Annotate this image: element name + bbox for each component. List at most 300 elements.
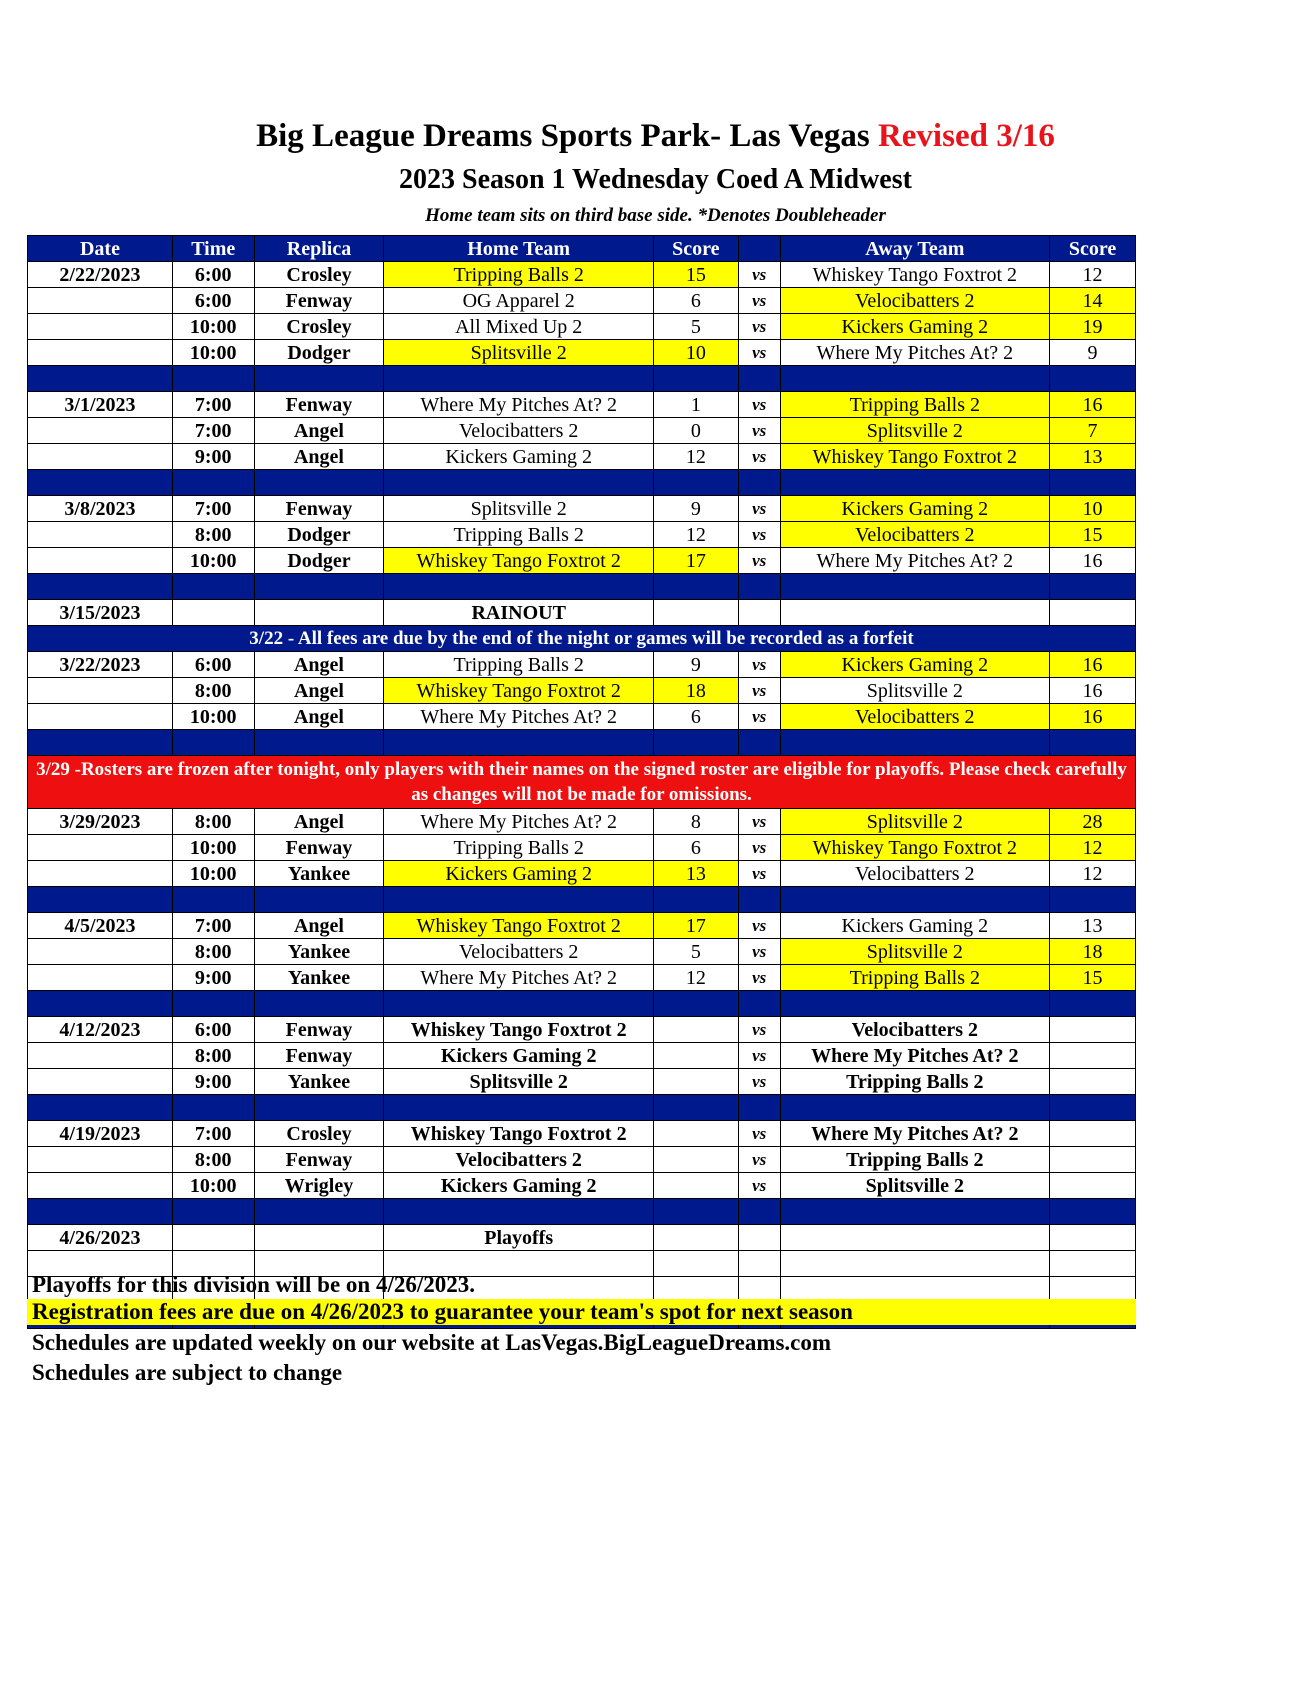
away-team: Where My Pitches At? 2: [780, 340, 1049, 366]
column-header: Score: [653, 236, 738, 262]
fees-announcement: 3/22 - All fees are due by the end of the night or games will be recorded as a forfeit: [28, 626, 1136, 652]
game-date: [28, 704, 173, 730]
vs-label: vs: [738, 496, 780, 522]
home-team: Velocibatters 2: [384, 939, 653, 965]
separator-cell: [28, 470, 173, 496]
separator-cell: [653, 730, 738, 756]
away-team: Splitsville 2: [780, 809, 1049, 835]
away-team: Splitsville 2: [780, 418, 1049, 444]
away-score: [1050, 1147, 1136, 1173]
separator-cell: [738, 887, 780, 913]
field-name: Fenway: [254, 835, 384, 861]
game-time: 7:00: [172, 418, 254, 444]
separator-cell: [780, 470, 1049, 496]
separator-cell: [653, 574, 738, 600]
game-date: [28, 288, 173, 314]
home-score: 13: [653, 861, 738, 887]
game-date: 3/1/2023: [28, 392, 173, 418]
away-team: Tripping Balls 2: [780, 1069, 1049, 1095]
field-name: Fenway: [254, 1147, 384, 1173]
away-team: Tripping Balls 2: [780, 1147, 1049, 1173]
field-name: Yankee: [254, 861, 384, 887]
separator-cell: [653, 366, 738, 392]
vs-label: [738, 1225, 780, 1251]
field-name: Fenway: [254, 392, 384, 418]
separator-cell: [653, 1199, 738, 1225]
home-score: [653, 1121, 738, 1147]
game-time: 10:00: [172, 548, 254, 574]
home-team: Whiskey Tango Foxtrot 2: [384, 678, 653, 704]
schedule-table: [27, 235, 1136, 1329]
field-name: Crosley: [254, 262, 384, 288]
separator-cell: [384, 1199, 653, 1225]
field-name: [254, 600, 384, 626]
separator-cell: [1050, 1095, 1136, 1121]
away-score: [1050, 1173, 1136, 1199]
game-row: [28, 418, 1136, 444]
away-score: [1050, 1017, 1136, 1043]
away-score: 16: [1050, 704, 1136, 730]
field-name: Dodger: [254, 340, 384, 366]
week-separator-row: [28, 574, 1136, 600]
field-name: Fenway: [254, 1017, 384, 1043]
away-score: [1050, 1251, 1136, 1277]
separator-cell: [738, 1199, 780, 1225]
separator-cell: [738, 1095, 780, 1121]
separator-cell: [28, 1095, 173, 1121]
game-time: 7:00: [172, 1121, 254, 1147]
field-name: Angel: [254, 809, 384, 835]
game-row: [28, 548, 1136, 574]
separator-cell: [254, 574, 384, 600]
week-separator-row: [28, 470, 1136, 496]
vs-label: [738, 1251, 780, 1277]
separator-cell: [28, 366, 173, 392]
home-score: [653, 1017, 738, 1043]
vs-label: vs: [738, 861, 780, 887]
game-time: 8:00: [172, 1043, 254, 1069]
game-row: [28, 288, 1136, 314]
home-score: 15: [653, 262, 738, 288]
home-team: Where My Pitches At? 2: [384, 704, 653, 730]
separator-cell: [172, 366, 254, 392]
game-date: 3/15/2023: [28, 600, 173, 626]
separator-cell: [172, 574, 254, 600]
game-date: [28, 861, 173, 887]
field-name: Angel: [254, 418, 384, 444]
game-time: 8:00: [172, 522, 254, 548]
away-team: Where My Pitches At? 2: [780, 1121, 1049, 1147]
game-date: [28, 522, 173, 548]
separator-cell: [780, 887, 1049, 913]
away-score: [1050, 1121, 1136, 1147]
home-team: Whiskey Tango Foxtrot 2: [384, 548, 653, 574]
home-score: [653, 1069, 738, 1095]
separator-cell: [1050, 887, 1136, 913]
separator-cell: [780, 991, 1049, 1017]
vs-label: vs: [738, 1173, 780, 1199]
away-team: Splitsville 2: [780, 678, 1049, 704]
week-separator-row: [28, 730, 1136, 756]
field-name: Angel: [254, 704, 384, 730]
away-score: [1050, 1043, 1136, 1069]
home-score: 12: [653, 444, 738, 470]
home-score: 12: [653, 522, 738, 548]
separator-cell: [384, 1095, 653, 1121]
separator-cell: [28, 730, 173, 756]
game-date: [28, 548, 173, 574]
vs-label: vs: [738, 418, 780, 444]
revised-label: Revised 3/16: [877, 118, 1055, 154]
game-row: [28, 1017, 1136, 1043]
away-score: [1050, 1225, 1136, 1251]
game-time: 9:00: [172, 444, 254, 470]
home-score: 0: [653, 418, 738, 444]
field-name: Angel: [254, 913, 384, 939]
home-score: 6: [653, 835, 738, 861]
separator-cell: [254, 1095, 384, 1121]
away-team: [780, 1225, 1049, 1251]
separator-cell: [254, 1199, 384, 1225]
game-time: 10:00: [172, 340, 254, 366]
game-row: [28, 392, 1136, 418]
game-row: [28, 522, 1136, 548]
separator-cell: [254, 366, 384, 392]
vs-label: vs: [738, 1121, 780, 1147]
game-date: 3/29/2023: [28, 809, 173, 835]
game-row: [28, 600, 1136, 626]
column-header: Home Team: [384, 236, 653, 262]
separator-cell: [254, 730, 384, 756]
column-header: Replica: [254, 236, 384, 262]
home-team: Splitsville 2: [384, 340, 653, 366]
away-team: Velocibatters 2: [780, 288, 1049, 314]
away-team: Velocibatters 2: [780, 1017, 1049, 1043]
footer-registration: Registration fees are due on 4/26/2023 to guarantee your team's spot for next season: [27, 1299, 1136, 1325]
away-team: Velocibatters 2: [780, 861, 1049, 887]
game-date: 4/26/2023: [28, 1225, 173, 1251]
separator-cell: [780, 730, 1049, 756]
page-title: [0, 118, 1311, 155]
field-name: Fenway: [254, 288, 384, 314]
away-team: Kickers Gaming 2: [780, 314, 1049, 340]
game-time: [172, 600, 254, 626]
away-team: Whiskey Tango Foxtrot 2: [780, 444, 1049, 470]
away-score: 15: [1050, 965, 1136, 991]
home-score: 17: [653, 913, 738, 939]
game-time: 7:00: [172, 913, 254, 939]
away-score: 7: [1050, 418, 1136, 444]
home-team: RAINOUT: [384, 600, 653, 626]
away-team: Kickers Gaming 2: [780, 652, 1049, 678]
game-time: 10:00: [172, 314, 254, 340]
home-team: OG Apparel 2: [384, 288, 653, 314]
game-time: 10:00: [172, 704, 254, 730]
game-date: [28, 1173, 173, 1199]
home-team-note: Home team sits on third base side. *Denotes Doubleheader: [425, 205, 886, 226]
game-time: 6:00: [172, 262, 254, 288]
separator-cell: [172, 991, 254, 1017]
game-row: [28, 704, 1136, 730]
week-separator-row: [28, 991, 1136, 1017]
away-score: 16: [1050, 548, 1136, 574]
game-date: [28, 965, 173, 991]
away-score: 16: [1050, 652, 1136, 678]
week-separator-row: [28, 1095, 1136, 1121]
game-time: 9:00: [172, 1069, 254, 1095]
field-name: Angel: [254, 444, 384, 470]
away-score: [1050, 600, 1136, 626]
vs-label: vs: [738, 548, 780, 574]
footer-subject: Schedules are subject to change: [32, 1360, 343, 1385]
away-score: 12: [1050, 861, 1136, 887]
home-score: 5: [653, 939, 738, 965]
home-team: Tripping Balls 2: [384, 652, 653, 678]
vs-label: vs: [738, 1069, 780, 1095]
away-score: 16: [1050, 392, 1136, 418]
home-score: 12: [653, 965, 738, 991]
game-date: 4/19/2023: [28, 1121, 173, 1147]
separator-cell: [1050, 991, 1136, 1017]
separator-cell: [1050, 574, 1136, 600]
home-score: [653, 1251, 738, 1277]
home-score: 8: [653, 809, 738, 835]
vs-label: vs: [738, 965, 780, 991]
game-row: [28, 652, 1136, 678]
vs-label: vs: [738, 809, 780, 835]
separator-cell: [738, 470, 780, 496]
game-time: 6:00: [172, 288, 254, 314]
vs-label: vs: [738, 678, 780, 704]
game-date: 3/8/2023: [28, 496, 173, 522]
game-row: [28, 861, 1136, 887]
away-score: 19: [1050, 314, 1136, 340]
week-separator-row: [28, 366, 1136, 392]
away-team: Splitsville 2: [780, 939, 1049, 965]
away-team: Velocibatters 2: [780, 704, 1049, 730]
game-row: [28, 340, 1136, 366]
home-team: Kickers Gaming 2: [384, 861, 653, 887]
vs-label: vs: [738, 340, 780, 366]
away-team: Splitsville 2: [780, 1173, 1049, 1199]
game-date: [28, 1069, 173, 1095]
home-score: 17: [653, 548, 738, 574]
field-name: Yankee: [254, 939, 384, 965]
home-team: Splitsville 2: [384, 1069, 653, 1095]
field-name: Yankee: [254, 965, 384, 991]
home-team: Splitsville 2: [384, 496, 653, 522]
separator-cell: [738, 574, 780, 600]
game-row: [28, 1069, 1136, 1095]
game-row: [28, 1043, 1136, 1069]
separator-cell: [653, 991, 738, 1017]
game-row: [28, 314, 1136, 340]
home-team: Velocibatters 2: [384, 418, 653, 444]
separator-cell: [653, 470, 738, 496]
home-team: Tripping Balls 2: [384, 835, 653, 861]
game-date: [28, 444, 173, 470]
field-name: Yankee: [254, 1069, 384, 1095]
home-score: 5: [653, 314, 738, 340]
home-score: [653, 1173, 738, 1199]
game-date: [28, 678, 173, 704]
game-time: 7:00: [172, 496, 254, 522]
home-team: Playoffs: [384, 1225, 653, 1251]
separator-cell: [384, 366, 653, 392]
away-team: Tripping Balls 2: [780, 392, 1049, 418]
field-name: Fenway: [254, 496, 384, 522]
game-time: [172, 1225, 254, 1251]
home-score: [653, 1043, 738, 1069]
vs-label: vs: [738, 392, 780, 418]
game-date: [28, 340, 173, 366]
home-team: Tripping Balls 2: [384, 522, 653, 548]
separator-cell: [384, 574, 653, 600]
home-score: [653, 1147, 738, 1173]
away-score: 9: [1050, 340, 1136, 366]
game-time: 10:00: [172, 1173, 254, 1199]
game-date: [28, 314, 173, 340]
home-score: [653, 600, 738, 626]
fees-announcement-row: [28, 626, 1136, 652]
footer-website: Schedules are updated weekly on our website at LasVegas.BigLeagueDreams.com: [32, 1330, 832, 1355]
away-score: [1050, 1069, 1136, 1095]
away-score: 12: [1050, 262, 1136, 288]
home-team: Kickers Gaming 2: [384, 1173, 653, 1199]
vs-label: vs: [738, 835, 780, 861]
vs-label: vs: [738, 288, 780, 314]
separator-cell: [738, 366, 780, 392]
field-name: Crosley: [254, 314, 384, 340]
game-time: 8:00: [172, 809, 254, 835]
separator-cell: [1050, 730, 1136, 756]
column-header: [738, 236, 780, 262]
vs-label: vs: [738, 1017, 780, 1043]
vs-label: [738, 600, 780, 626]
home-score: 18: [653, 678, 738, 704]
game-row: [28, 1121, 1136, 1147]
home-team: Whiskey Tango Foxtrot 2: [384, 913, 653, 939]
away-team: Whiskey Tango Foxtrot 2: [780, 262, 1049, 288]
vs-label: vs: [738, 1043, 780, 1069]
page-subtitle: 2023 Season 1 Wednesday Coed A Midwest: [399, 164, 912, 195]
away-team: [780, 1251, 1049, 1277]
game-date: [28, 418, 173, 444]
week-separator-row: [28, 887, 1136, 913]
separator-cell: [653, 887, 738, 913]
column-header: Away Team: [780, 236, 1049, 262]
home-score: 1: [653, 392, 738, 418]
column-header: Score: [1050, 236, 1136, 262]
home-score: 6: [653, 288, 738, 314]
separator-cell: [1050, 1199, 1136, 1225]
roster-freeze-alert: 3/29 -Rosters are frozen after tonight, only players with their names on the signed roster are eligible for playoffs. Please check carefully as changes will not be made for omissions.: [28, 756, 1136, 809]
separator-cell: [738, 991, 780, 1017]
home-team: Tripping Balls 2: [384, 262, 653, 288]
separator-cell: [28, 574, 173, 600]
home-team: Whiskey Tango Foxtrot 2: [384, 1121, 653, 1147]
separator-cell: [172, 887, 254, 913]
title-text: Big League Dreams Sports Park- Las Vegas: [256, 118, 870, 154]
separator-cell: [254, 470, 384, 496]
vs-label: vs: [738, 262, 780, 288]
game-row: [28, 1225, 1136, 1251]
home-score: 6: [653, 704, 738, 730]
away-team: Velocibatters 2: [780, 522, 1049, 548]
field-name: Dodger: [254, 522, 384, 548]
game-date: [28, 1043, 173, 1069]
home-team: Where My Pitches At? 2: [384, 809, 653, 835]
game-row: [28, 262, 1136, 288]
game-date: 4/12/2023: [28, 1017, 173, 1043]
home-score: [653, 1225, 738, 1251]
game-row: [28, 1147, 1136, 1173]
away-score: 15: [1050, 522, 1136, 548]
away-score: 12: [1050, 835, 1136, 861]
home-score: 9: [653, 496, 738, 522]
game-row: [28, 965, 1136, 991]
vs-label: vs: [738, 704, 780, 730]
game-time: 10:00: [172, 835, 254, 861]
away-score: 16: [1050, 678, 1136, 704]
game-date: [28, 939, 173, 965]
home-team: Velocibatters 2: [384, 1147, 653, 1173]
away-team: Where My Pitches At? 2: [780, 1043, 1049, 1069]
separator-cell: [384, 730, 653, 756]
vs-label: vs: [738, 444, 780, 470]
table-header-row: [28, 236, 1136, 262]
vs-label: vs: [738, 314, 780, 340]
separator-cell: [28, 1199, 173, 1225]
separator-cell: [384, 887, 653, 913]
game-time: 8:00: [172, 1147, 254, 1173]
game-time: 10:00: [172, 861, 254, 887]
separator-cell: [28, 991, 173, 1017]
away-score: 28: [1050, 809, 1136, 835]
separator-cell: [653, 1095, 738, 1121]
vs-label: vs: [738, 939, 780, 965]
separator-cell: [780, 574, 1049, 600]
away-team: Whiskey Tango Foxtrot 2: [780, 835, 1049, 861]
vs-label: vs: [738, 522, 780, 548]
separator-cell: [738, 730, 780, 756]
vs-label: vs: [738, 1147, 780, 1173]
game-time: 6:00: [172, 1017, 254, 1043]
away-team: Tripping Balls 2: [780, 965, 1049, 991]
away-score: 13: [1050, 913, 1136, 939]
game-time: 6:00: [172, 652, 254, 678]
roster-freeze-alert-row: [28, 756, 1136, 809]
game-date: 4/5/2023: [28, 913, 173, 939]
away-score: 14: [1050, 288, 1136, 314]
separator-cell: [172, 470, 254, 496]
away-score: 10: [1050, 496, 1136, 522]
game-row: [28, 496, 1136, 522]
game-date: [28, 1147, 173, 1173]
home-score: 9: [653, 652, 738, 678]
separator-cell: [1050, 470, 1136, 496]
separator-cell: [254, 887, 384, 913]
separator-cell: [384, 470, 653, 496]
home-team: Where My Pitches At? 2: [384, 392, 653, 418]
game-time: 8:00: [172, 939, 254, 965]
away-team: Kickers Gaming 2: [780, 496, 1049, 522]
home-team: Where My Pitches At? 2: [384, 965, 653, 991]
separator-cell: [28, 887, 173, 913]
game-row: [28, 809, 1136, 835]
game-row: [28, 835, 1136, 861]
column-header: Date: [28, 236, 173, 262]
